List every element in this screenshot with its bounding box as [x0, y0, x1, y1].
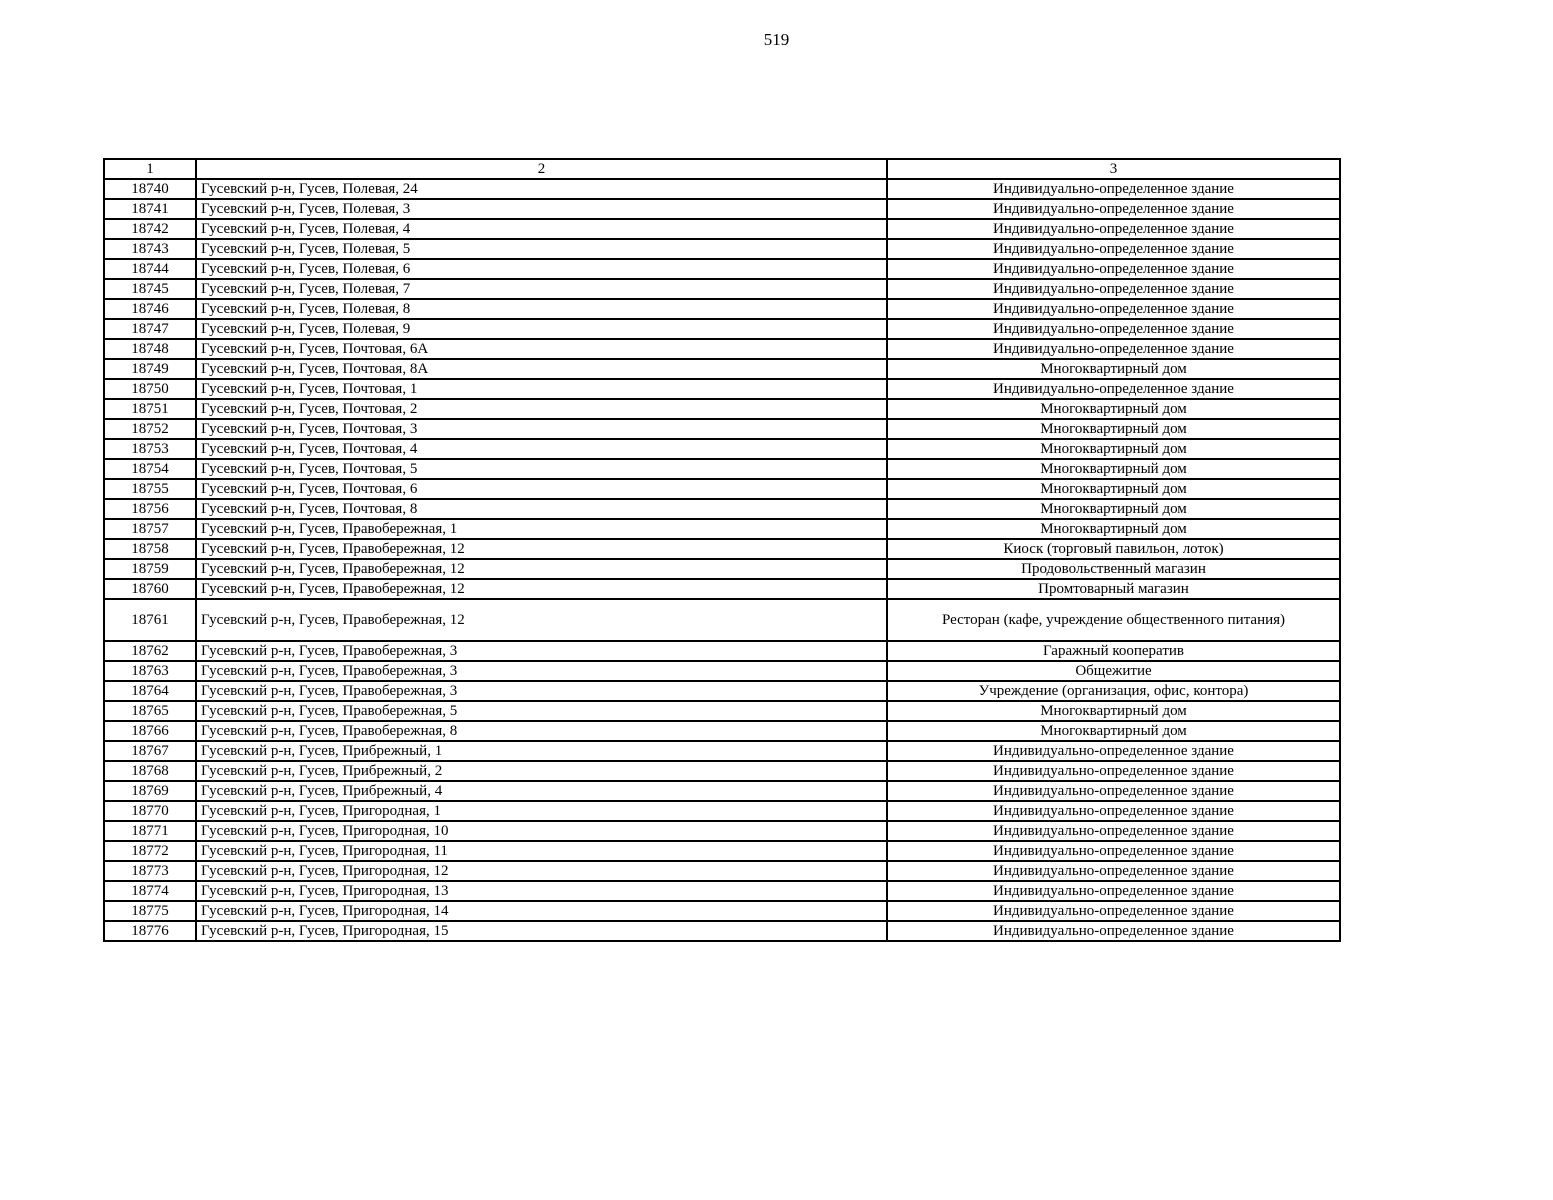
row-address-cell: Гусевский р-н, Гусев, Почтовая, 8А [196, 359, 887, 379]
row-address-cell: Гусевский р-н, Гусев, Правобережная, 1 [196, 519, 887, 539]
row-address-cell: Гусевский р-н, Гусев, Полевая, 7 [196, 279, 887, 299]
row-type-cell: Индивидуально-определенное здание [887, 761, 1340, 781]
row-id-cell: 18759 [104, 559, 196, 579]
row-id-cell: 18755 [104, 479, 196, 499]
row-id-cell: 18760 [104, 579, 196, 599]
row-id-cell: 18751 [104, 399, 196, 419]
row-type-cell: Киоск (торговый павильон, лоток) [887, 539, 1340, 559]
row-type-cell: Индивидуально-определенное здание [887, 259, 1340, 279]
row-type-cell: Многоквартирный дом [887, 479, 1340, 499]
row-id-cell: 18768 [104, 761, 196, 781]
row-type-cell: Индивидуально-определенное здание [887, 881, 1340, 901]
row-type-cell: Ресторан (кафе, учреждение общественного питания) [887, 599, 1340, 641]
row-type-cell: Индивидуально-определенное здание [887, 239, 1340, 259]
table-row [104, 921, 1340, 941]
row-id-cell: 18750 [104, 379, 196, 399]
row-id-cell: 18753 [104, 439, 196, 459]
row-address-cell: Гусевский р-н, Гусев, Правобережная, 5 [196, 701, 887, 721]
row-address-cell: Гусевский р-н, Гусев, Пригородная, 12 [196, 861, 887, 881]
row-type-cell: Индивидуально-определенное здание [887, 219, 1340, 239]
table-row [104, 701, 1340, 721]
table-row [104, 761, 1340, 781]
row-id-cell: 18765 [104, 701, 196, 721]
row-id-cell: 18769 [104, 781, 196, 801]
table-row [104, 299, 1340, 319]
row-address-cell: Гусевский р-н, Гусев, Прибрежный, 4 [196, 781, 887, 801]
table-row [104, 359, 1340, 379]
row-address-cell: Гусевский р-н, Гусев, Правобережная, 3 [196, 641, 887, 661]
row-id-cell: 18745 [104, 279, 196, 299]
row-address-cell: Гусевский р-н, Гусев, Почтовая, 2 [196, 399, 887, 419]
table-row [104, 459, 1340, 479]
row-type-cell: Многоквартирный дом [887, 459, 1340, 479]
row-address-cell: Гусевский р-н, Гусев, Почтовая, 6А [196, 339, 887, 359]
row-id-cell: 18762 [104, 641, 196, 661]
table-row [104, 901, 1340, 921]
table-row [104, 319, 1340, 339]
row-id-cell: 18744 [104, 259, 196, 279]
row-address-cell: Гусевский р-н, Гусев, Правобережная, 12 [196, 559, 887, 579]
row-type-cell: Многоквартирный дом [887, 439, 1340, 459]
row-type-cell: Индивидуально-определенное здание [887, 339, 1340, 359]
table-row [104, 781, 1340, 801]
row-type-cell: Учреждение (организация, офис, контора) [887, 681, 1340, 701]
row-id-cell: 18742 [104, 219, 196, 239]
table-row [104, 179, 1340, 199]
row-id-cell: 18741 [104, 199, 196, 219]
row-address-cell: Гусевский р-н, Гусев, Полевая, 3 [196, 199, 887, 219]
column-header-2: 2 [196, 159, 887, 179]
row-address-cell: Гусевский р-н, Гусев, Пригородная, 15 [196, 921, 887, 941]
row-address-cell: Гусевский р-н, Гусев, Прибрежный, 2 [196, 761, 887, 781]
row-type-cell: Общежитие [887, 661, 1340, 681]
row-id-cell: 18767 [104, 741, 196, 761]
table-row [104, 379, 1340, 399]
row-id-cell: 18758 [104, 539, 196, 559]
row-type-cell: Индивидуально-определенное здание [887, 781, 1340, 801]
table-row [104, 801, 1340, 821]
row-id-cell: 18775 [104, 901, 196, 921]
row-id-cell: 18774 [104, 881, 196, 901]
row-id-cell: 18740 [104, 179, 196, 199]
row-type-cell: Индивидуально-определенное здание [887, 861, 1340, 881]
row-id-cell: 18754 [104, 459, 196, 479]
row-type-cell: Индивидуально-определенное здание [887, 801, 1340, 821]
table-row [104, 279, 1340, 299]
row-address-cell: Гусевский р-н, Гусев, Полевая, 24 [196, 179, 887, 199]
row-type-cell: Промтоварный магазин [887, 579, 1340, 599]
row-type-cell: Индивидуально-определенное здание [887, 299, 1340, 319]
table-row [104, 681, 1340, 701]
row-type-cell: Индивидуально-определенное здание [887, 741, 1340, 761]
row-address-cell: Гусевский р-н, Гусев, Прибрежный, 1 [196, 741, 887, 761]
row-type-cell: Индивидуально-определенное здание [887, 279, 1340, 299]
table-row [104, 579, 1340, 599]
table-row [104, 821, 1340, 841]
row-address-cell: Гусевский р-н, Гусев, Правобережная, 8 [196, 721, 887, 741]
row-address-cell: Гусевский р-н, Гусев, Почтовая, 1 [196, 379, 887, 399]
table-row [104, 721, 1340, 741]
row-type-cell: Многоквартирный дом [887, 399, 1340, 419]
table-row [104, 841, 1340, 861]
table-row [104, 439, 1340, 459]
table-row [104, 499, 1340, 519]
row-type-cell: Индивидуально-определенное здание [887, 921, 1340, 941]
row-id-cell: 18747 [104, 319, 196, 339]
row-address-cell: Гусевский р-н, Гусев, Пригородная, 10 [196, 821, 887, 841]
table-row [104, 199, 1340, 219]
row-type-cell: Индивидуально-определенное здание [887, 199, 1340, 219]
row-address-cell: Гусевский р-н, Гусев, Полевая, 9 [196, 319, 887, 339]
table-row [104, 219, 1340, 239]
row-id-cell: 18743 [104, 239, 196, 259]
table-row [104, 519, 1340, 539]
row-address-cell: Гусевский р-н, Гусев, Полевая, 5 [196, 239, 887, 259]
row-address-cell: Гусевский р-н, Гусев, Правобережная, 3 [196, 661, 887, 681]
row-id-cell: 18748 [104, 339, 196, 359]
row-address-cell: Гусевский р-н, Гусев, Полевая, 6 [196, 259, 887, 279]
table-row [104, 641, 1340, 661]
row-type-cell: Многоквартирный дом [887, 721, 1340, 741]
table-row [104, 559, 1340, 579]
table-row [104, 741, 1340, 761]
row-id-cell: 18763 [104, 661, 196, 681]
row-id-cell: 18757 [104, 519, 196, 539]
table-row [104, 661, 1340, 681]
page-number: 519 [763, 30, 790, 49]
table-row [104, 399, 1340, 419]
row-type-cell: Многоквартирный дом [887, 359, 1340, 379]
table-row [104, 539, 1340, 559]
row-id-cell: 18771 [104, 821, 196, 841]
row-id-cell: 18764 [104, 681, 196, 701]
row-id-cell: 18773 [104, 861, 196, 881]
table-body [104, 179, 1340, 941]
column-header-3: 3 [887, 159, 1340, 179]
row-address-cell: Гусевский р-н, Гусев, Полевая, 4 [196, 219, 887, 239]
row-type-cell: Многоквартирный дом [887, 419, 1340, 439]
table-row [104, 419, 1340, 439]
row-id-cell: 18776 [104, 921, 196, 941]
row-id-cell: 18749 [104, 359, 196, 379]
row-id-cell: 18766 [104, 721, 196, 741]
row-address-cell: Гусевский р-н, Гусев, Почтовая, 3 [196, 419, 887, 439]
row-address-cell: Гусевский р-н, Гусев, Пригородная, 13 [196, 881, 887, 901]
registry-table [103, 158, 1341, 942]
row-type-cell: Индивидуально-определенное здание [887, 841, 1340, 861]
row-address-cell: Гусевский р-н, Гусев, Правобережная, 3 [196, 681, 887, 701]
row-id-cell: 18752 [104, 419, 196, 439]
table-row [104, 239, 1340, 259]
row-address-cell: Гусевский р-н, Гусев, Почтовая, 6 [196, 479, 887, 499]
row-type-cell: Многоквартирный дом [887, 499, 1340, 519]
row-type-cell: Индивидуально-определенное здание [887, 821, 1340, 841]
table-header-row [104, 159, 1340, 179]
table-row [104, 339, 1340, 359]
row-type-cell: Индивидуально-определенное здание [887, 379, 1340, 399]
row-address-cell: Гусевский р-н, Гусев, Правобережная, 12 [196, 579, 887, 599]
row-address-cell: Гусевский р-н, Гусев, Пригородная, 14 [196, 901, 887, 921]
row-id-cell: 18770 [104, 801, 196, 821]
row-address-cell: Гусевский р-н, Гусев, Правобережная, 12 [196, 599, 887, 641]
row-id-cell: 18746 [104, 299, 196, 319]
row-address-cell: Гусевский р-н, Гусев, Почтовая, 8 [196, 499, 887, 519]
row-type-cell: Индивидуально-определенное здание [887, 179, 1340, 199]
table-row [104, 861, 1340, 881]
row-address-cell: Гусевский р-н, Гусев, Почтовая, 4 [196, 439, 887, 459]
row-id-cell: 18756 [104, 499, 196, 519]
table-row [104, 881, 1340, 901]
row-address-cell: Гусевский р-н, Гусев, Пригородная, 1 [196, 801, 887, 821]
row-type-cell: Многоквартирный дом [887, 701, 1340, 721]
row-id-cell: 18772 [104, 841, 196, 861]
row-type-cell: Индивидуально-определенное здание [887, 901, 1340, 921]
row-type-cell: Индивидуально-определенное здание [887, 319, 1340, 339]
table-row [104, 599, 1340, 641]
column-header-1: 1 [104, 159, 196, 179]
row-type-cell: Продовольственный магазин [887, 559, 1340, 579]
row-type-cell: Многоквартирный дом [887, 519, 1340, 539]
table-row [104, 259, 1340, 279]
row-address-cell: Гусевский р-н, Гусев, Почтовая, 5 [196, 459, 887, 479]
row-type-cell: Гаражный кооператив [887, 641, 1340, 661]
table-row [104, 479, 1340, 499]
row-address-cell: Гусевский р-н, Гусев, Пригородная, 11 [196, 841, 887, 861]
row-address-cell: Гусевский р-н, Гусев, Полевая, 8 [196, 299, 887, 319]
row-id-cell: 18761 [104, 599, 196, 641]
row-address-cell: Гусевский р-н, Гусев, Правобережная, 12 [196, 539, 887, 559]
